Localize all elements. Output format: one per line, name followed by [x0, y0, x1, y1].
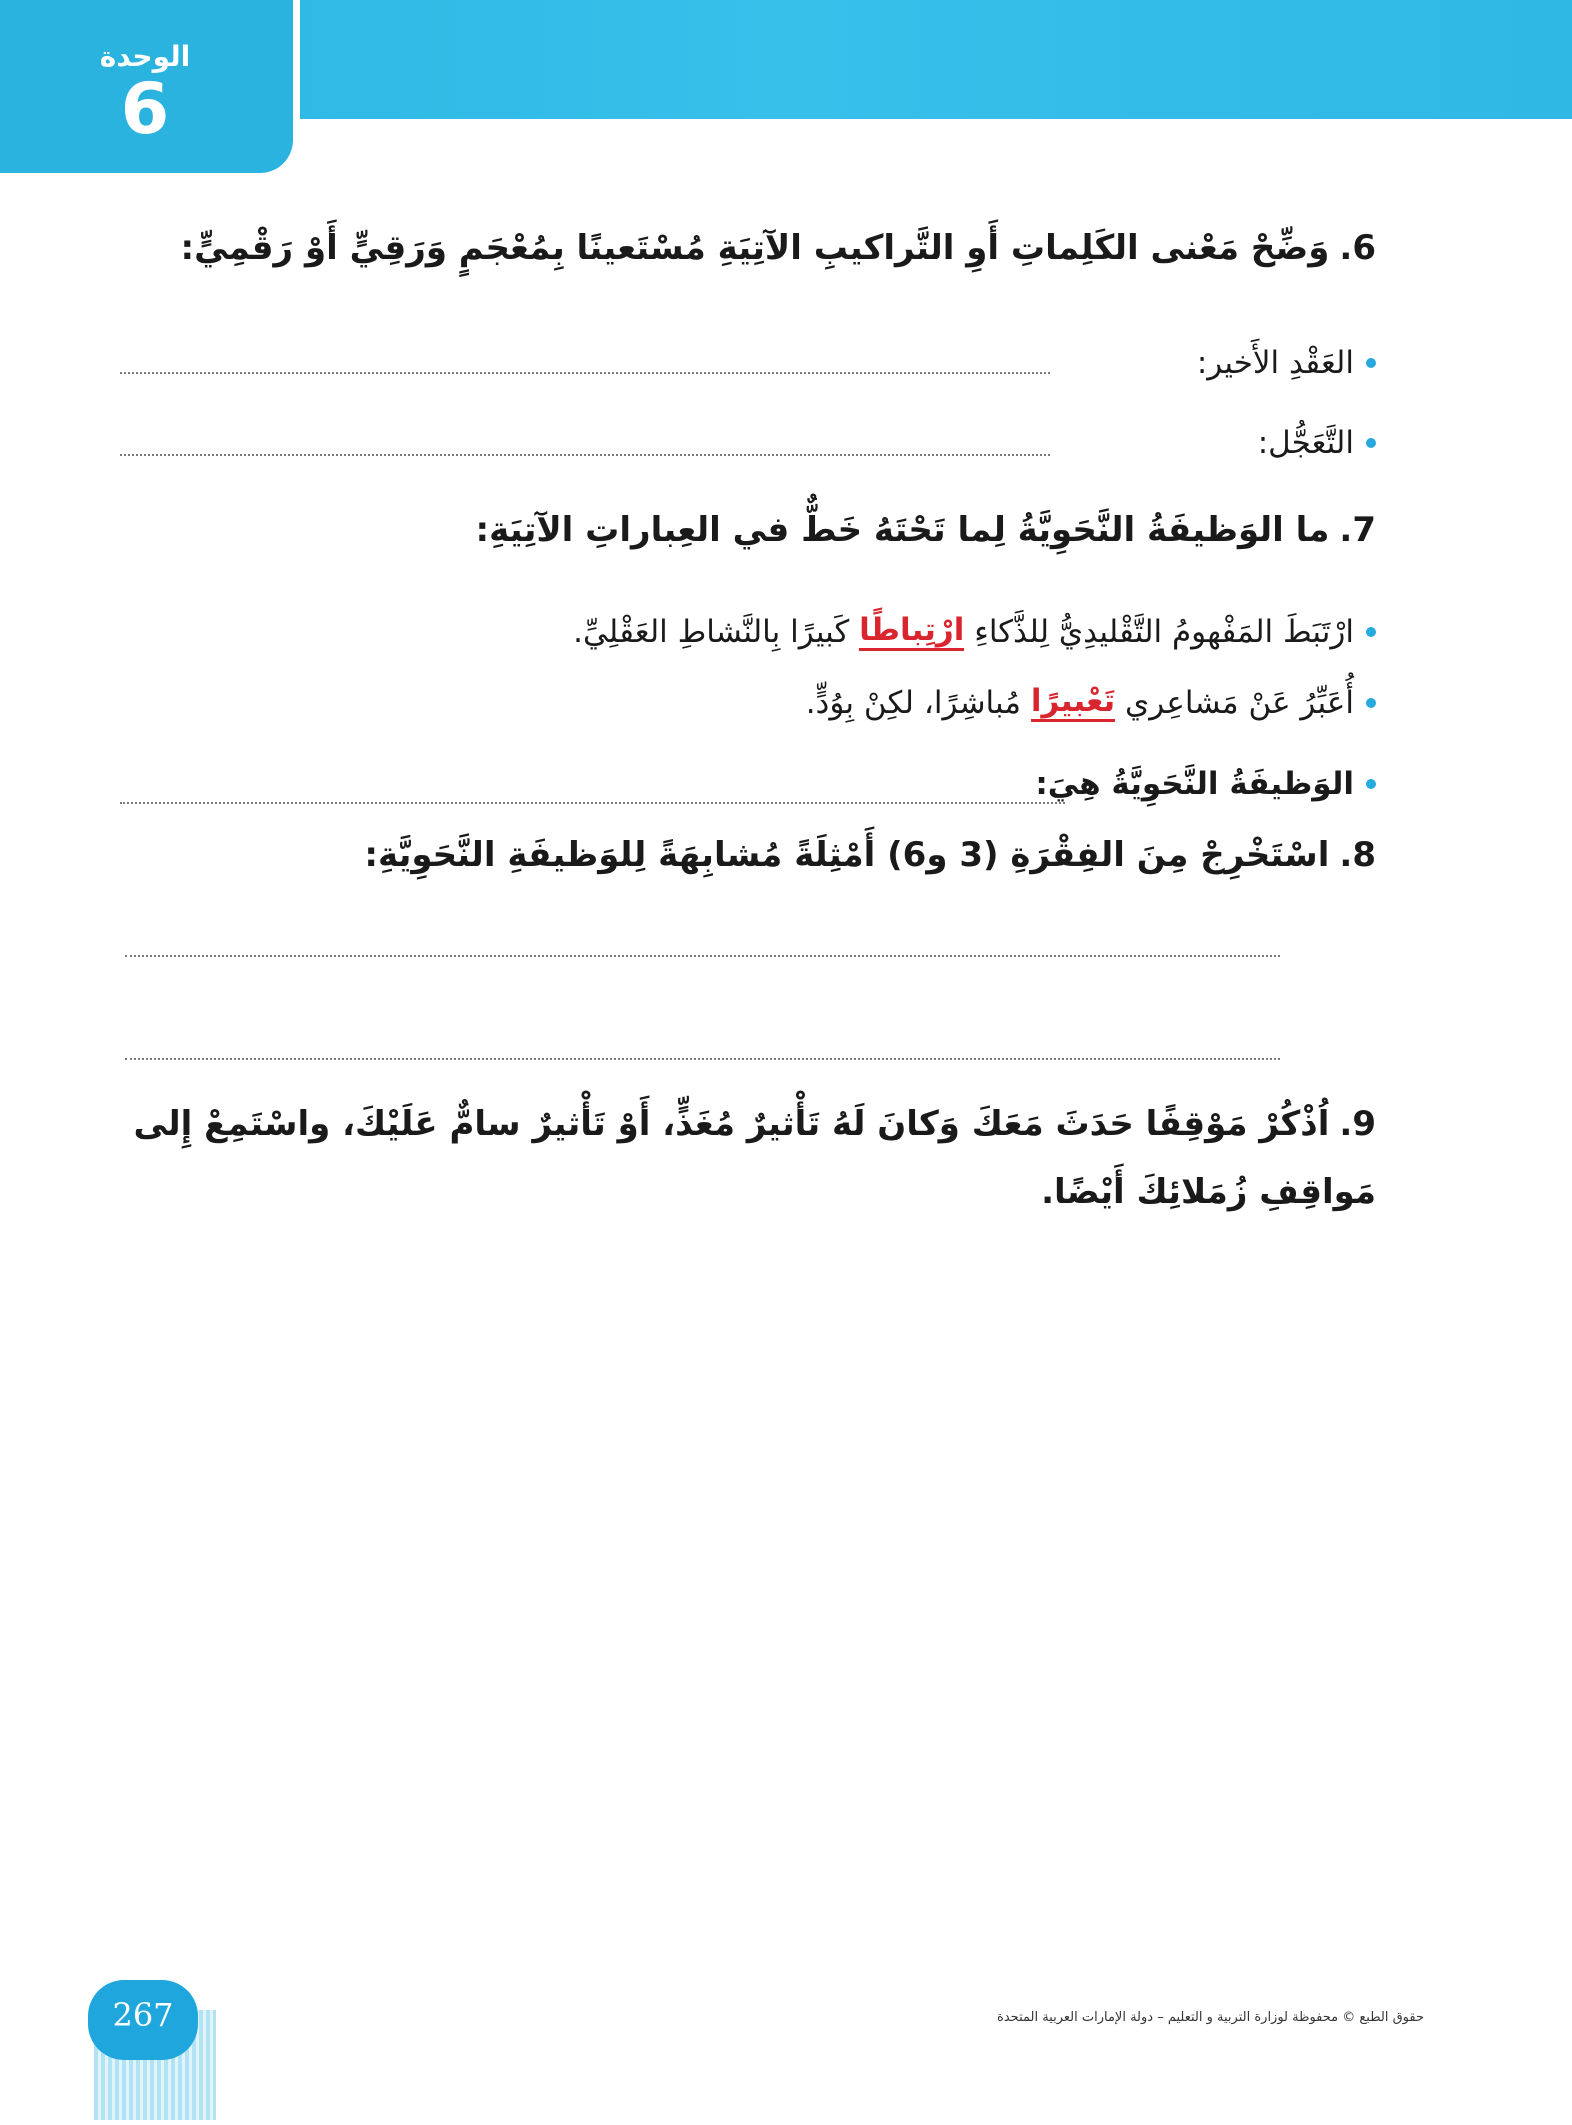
answer-line[interactable]	[120, 372, 1050, 374]
bullet-icon	[1366, 698, 1376, 708]
q7-answer-label	[1035, 766, 1376, 802]
answer-line[interactable]	[125, 955, 1280, 957]
question-7	[476, 510, 1377, 550]
question-6-text: وَضِّحْ مَعْنى الكَلِماتِ أَوِ التَّراكيبِ الآتِيَةِ مُسْتَعينًا بِمُعْجَمٍ وَرَقِيٍّ أَوْ رَقْمِيٍّ:	[180, 228, 1330, 268]
copyright-notice: حقوق الطبع © محفوظة لوزارة التربية و التعليم – دولة الإمارات العربية المتحدة	[997, 2010, 1424, 2025]
q6-item-2	[1258, 425, 1376, 461]
q6-item-1	[1197, 345, 1376, 381]
q7-sentence-2	[806, 683, 1376, 722]
bullet-icon	[1366, 627, 1376, 637]
unit-tab	[0, 0, 300, 180]
q7-sentence-1-before: ارْتَبَطَ المَفْهومُ التَّقْليدِيُّ لِلذَّكاءِ	[974, 613, 1354, 650]
q6-item-1-label: العَقْدِ الأَخير:	[1196, 345, 1354, 381]
question-9	[116, 1090, 1376, 1226]
page-number: 267	[112, 1996, 174, 2034]
question-7-text: ما الوَظيفَةُ النَّحَوِيَّةُ لِما تَحْتَهُ خَطٌّ في العِباراتِ الآتِيَةِ:	[475, 510, 1330, 550]
q6-item-2-label: التَّعَجُّل:	[1257, 425, 1354, 461]
q7-sentence-1-after: كَبيرًا بِالنَّشاطِ العَقْلِيِّ.	[573, 613, 850, 650]
bullet-icon	[1366, 779, 1376, 789]
q7-sentence-2-before: أُعَبِّرُ عَنْ مَشاعِري	[1125, 684, 1354, 721]
bullet-icon	[1366, 358, 1376, 368]
q7-sentence-2-underlined: تَعْبيرًا	[1031, 683, 1115, 722]
answer-line[interactable]	[120, 454, 1050, 456]
question-7-number: 7.	[1339, 510, 1376, 550]
q7-sentence-2-after: مُباشِرًا، لكِنْ بِوُدٍّ.	[805, 684, 1021, 721]
question-6-number: 6.	[1339, 228, 1376, 268]
unit-label: الوحدة	[99, 40, 191, 73]
question-6	[181, 228, 1377, 268]
unit-number: 6	[120, 68, 170, 150]
question-8-number: 8.	[1339, 835, 1376, 875]
answer-line[interactable]	[120, 802, 1065, 804]
q7-answer-label-text: الوَظيفَةُ النَّحَوِيَّةُ هِيَ:	[1035, 766, 1354, 802]
q7-sentence-1	[573, 612, 1376, 651]
question-8-text: اسْتَخْرِجْ مِنَ الفِقْرَةِ (3 و6) أَمْثِلَةً مُشابِهَةً لِلوَظيفَةِ النَّحَوِيَّةِ:	[364, 835, 1330, 875]
q7-sentence-1-underlined: ارْتِباطًا	[859, 612, 964, 651]
answer-line[interactable]	[125, 1058, 1280, 1060]
question-9-text: اُذْكُرْ مَوْقِفًا حَدَثَ مَعَكَ وَكانَ لَهُ تَأْثيرٌ مُغَذٍّ، أَوْ تَأْثيرٌ سامٌّ عَلَيْكَ، واسْتَمِعْ إِلى مَواقِفِ زُمَلائِكَ أَيْضًا.	[133, 1104, 1376, 1212]
bullet-icon	[1366, 438, 1376, 448]
question-8	[364, 835, 1376, 875]
question-9-number: 9.	[1339, 1104, 1376, 1144]
